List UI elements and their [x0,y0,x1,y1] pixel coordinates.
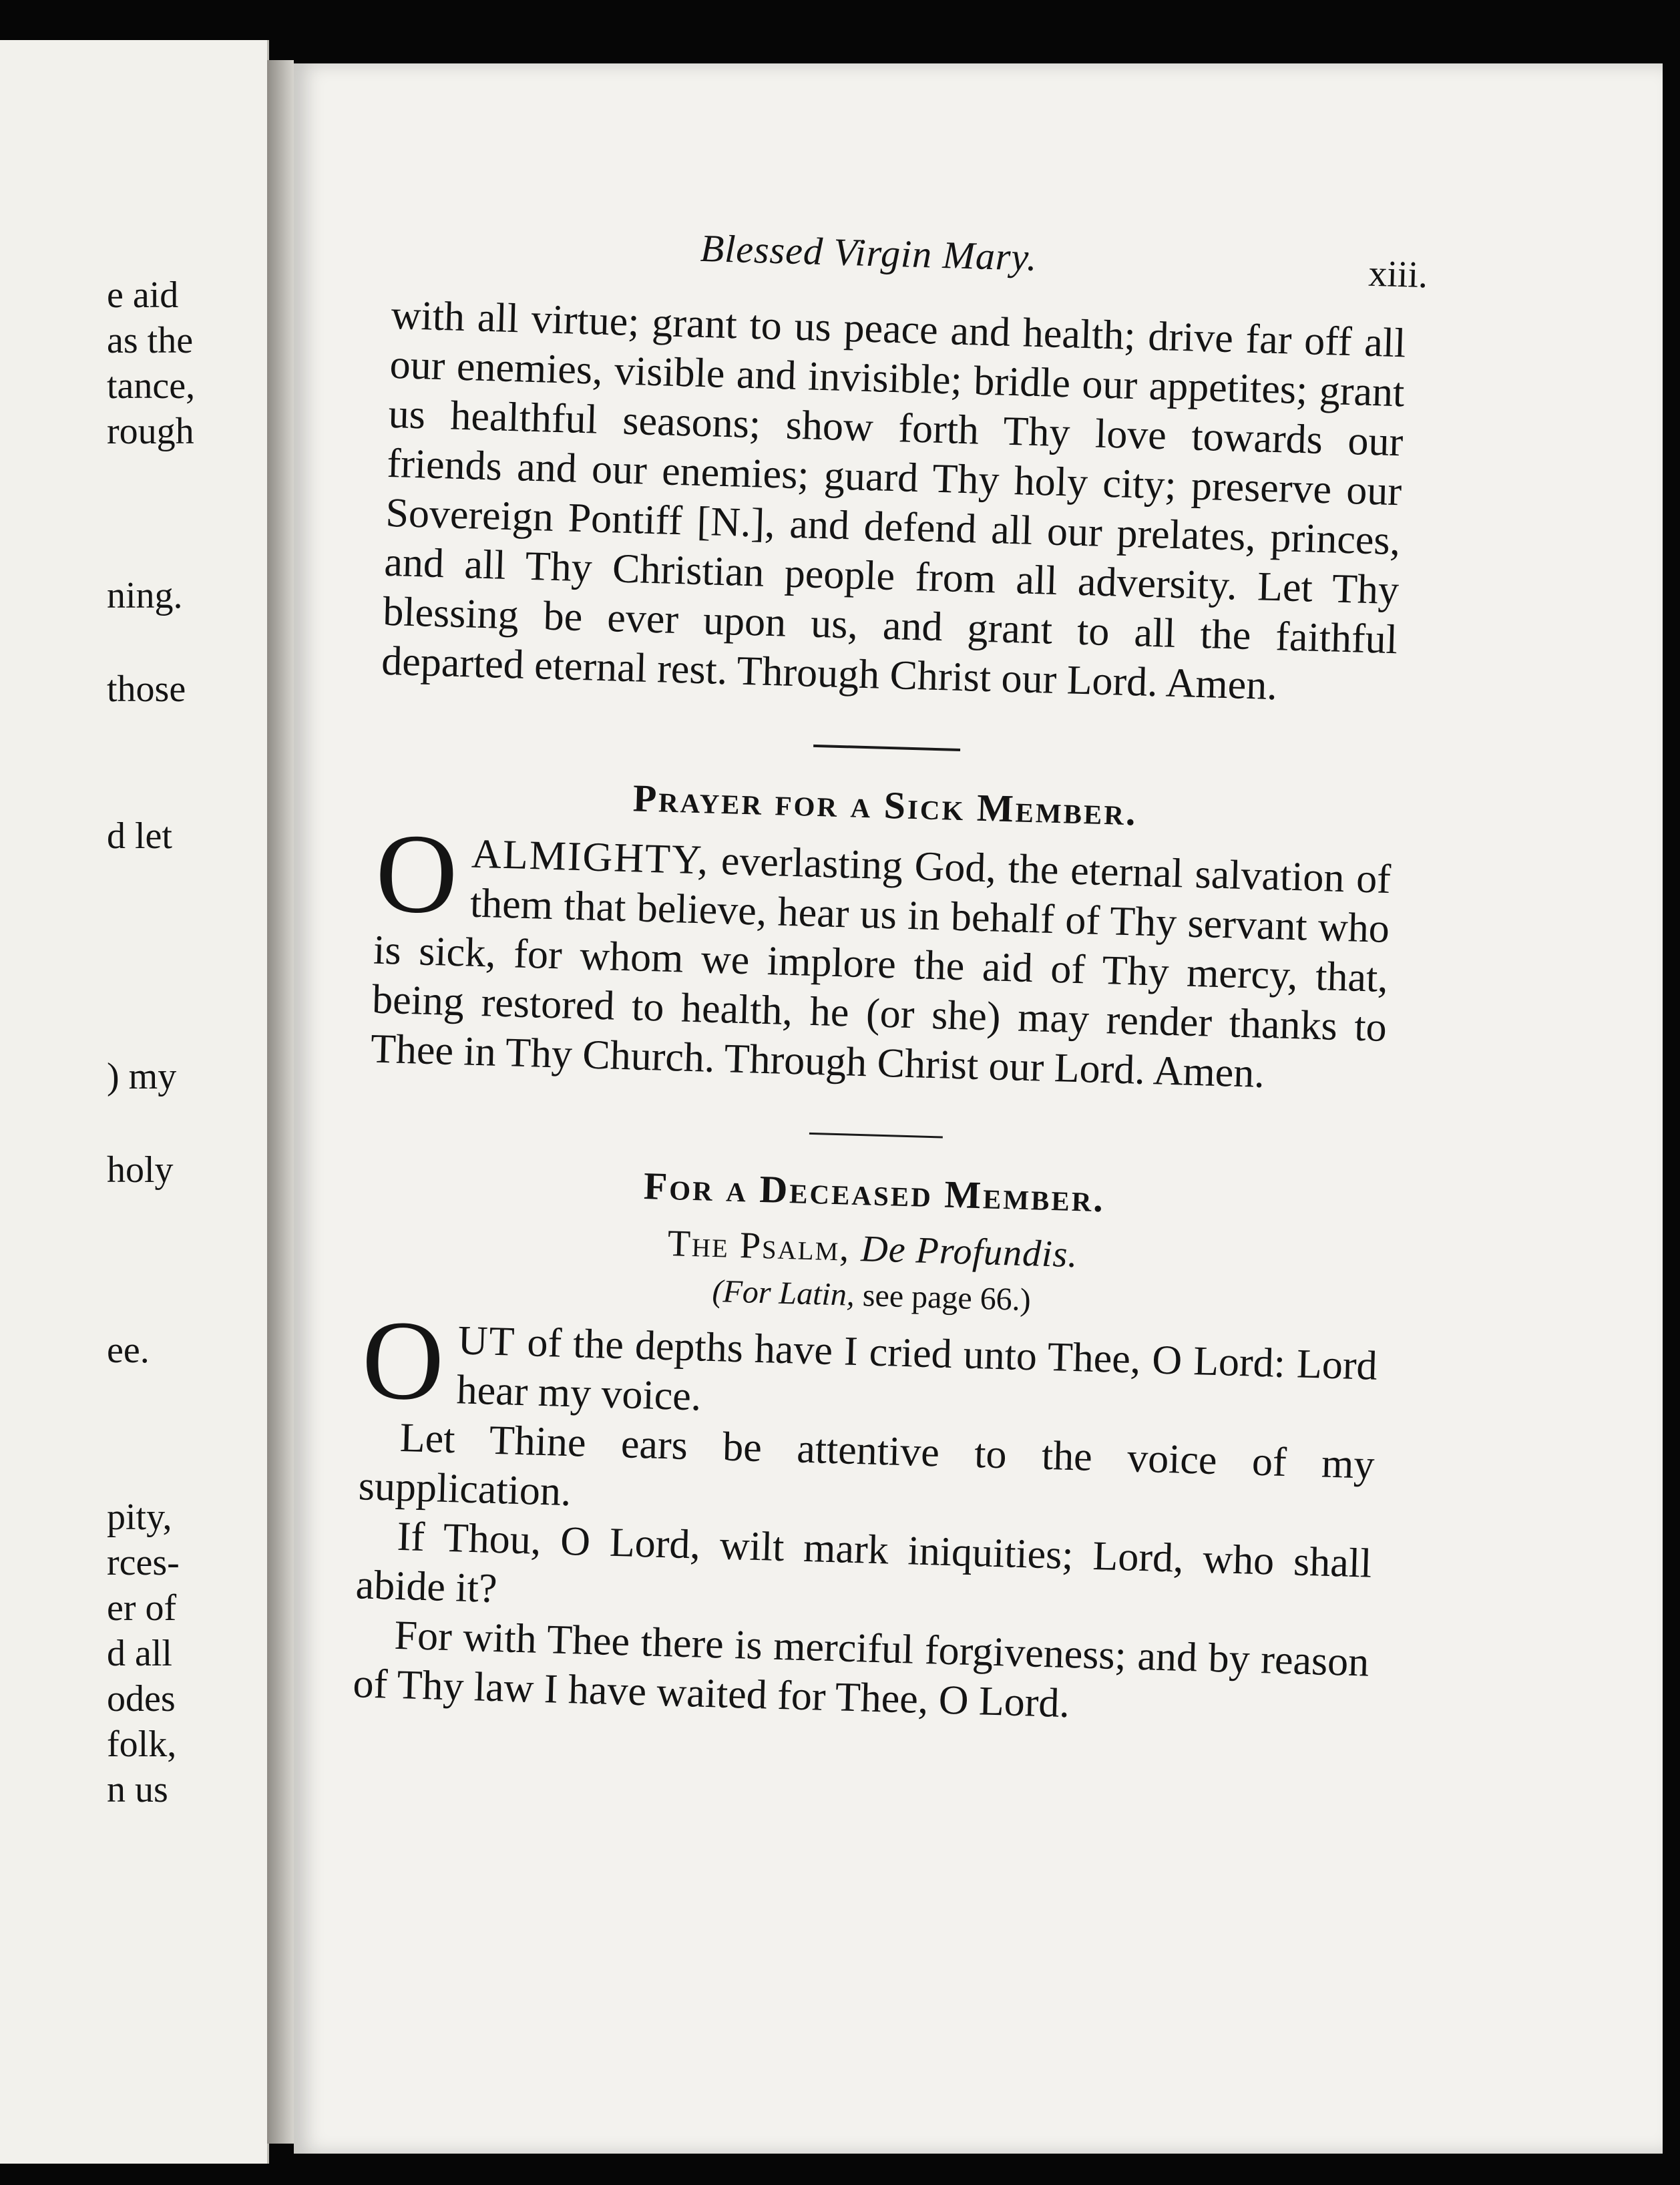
sick-member-heading: Prayer for a Sick Member. [632,776,1138,834]
deceased-member-heading: For a Deceased Member. [643,1164,1106,1221]
page-content [352,217,1429,1737]
psalm-verse: For with Thee there is merciful forgiveness; and by reason of Thy law I have waited for Thee, O Lord. [352,1612,1370,1727]
left-page-fragment: e aid [107,274,179,316]
running-title: Blessed Virgin Mary. [699,226,1038,279]
left-page-fragment: those [107,668,186,710]
left-page-fragment: d all [107,1633,172,1674]
book-gutter [267,60,294,2144]
left-page-fragment: ning. [107,575,183,616]
left-page-fragment: er of [107,1587,177,1629]
left-page-fragment: as the [107,320,194,361]
psalm-verse-text: of the depths have I cried unto Thee, O Lord: Lord hear my voice. [455,1319,1378,1420]
sick-member-prayer-text: everlasting God, the eternal salvation of them that believe, hear us in behalf of Thy servant who is sick, for whom we implore the aid of Thy mercy, that, being restored to health, he (or she) may render thanks to Thee in Thy Church. Through Christ our Lord. Amen. [370,837,1392,1097]
drop-cap: O [373,809,459,938]
left-page-fragment: n us [107,1769,168,1810]
left-page-fragment: d let [107,815,172,857]
sick-member-prayer [370,809,1392,1102]
left-page-fragment: rough [107,411,194,452]
left-page-fragment: odes [107,1678,176,1720]
psalm-verse: Let Thine ears be attentive to the voice of my supplication. [357,1414,1376,1515]
left-page-fragment: folk, [107,1724,177,1765]
left-page-fragment: holy [107,1149,174,1191]
opening-word: UT [457,1318,517,1365]
right-page [294,63,1663,2154]
page-number: xiii. [1368,252,1429,296]
left-page-fragment: ee. [107,1330,150,1371]
psalm-name: De Profundis. [860,1228,1079,1276]
left-page-fragment: pity, [107,1497,172,1538]
left-page-fragment: tance, [107,365,196,407]
left-page-fragment: rces- [107,1542,180,1583]
psalm-label: The Psalm, [666,1223,851,1269]
latin-note-rest: see page 66.) [854,1277,1032,1318]
section-divider [813,745,960,751]
drop-cap: O [360,1296,446,1424]
section-divider [809,1133,943,1139]
left-page [0,40,269,2164]
latin-note-italic: (For Latin, [711,1273,855,1313]
opening-word: ALMIGHTY, [471,831,710,883]
continued-prayer-text: with all virtue; grant to us peace and health; drive far off all our enemies, visible and invisible; bridle our appetites; grant us healthful seasons; show forth Thy love towards our friends and our enemies; guard Thy holy city; preserve our Sovereign Pontiff [N.], and defend all our prelates, princes, and all Thy Christian people from all adversity. Let Thy blessing be ever upon us, and grant to all the faithful departed eternal rest. Through Christ our Lord. Amen. [381,292,1407,709]
psalm-verse: If Thou, O Lord, wilt mark iniquities; Lord, who shall abide it? [355,1513,1373,1612]
left-page-fragment: ) my [107,1056,177,1097]
